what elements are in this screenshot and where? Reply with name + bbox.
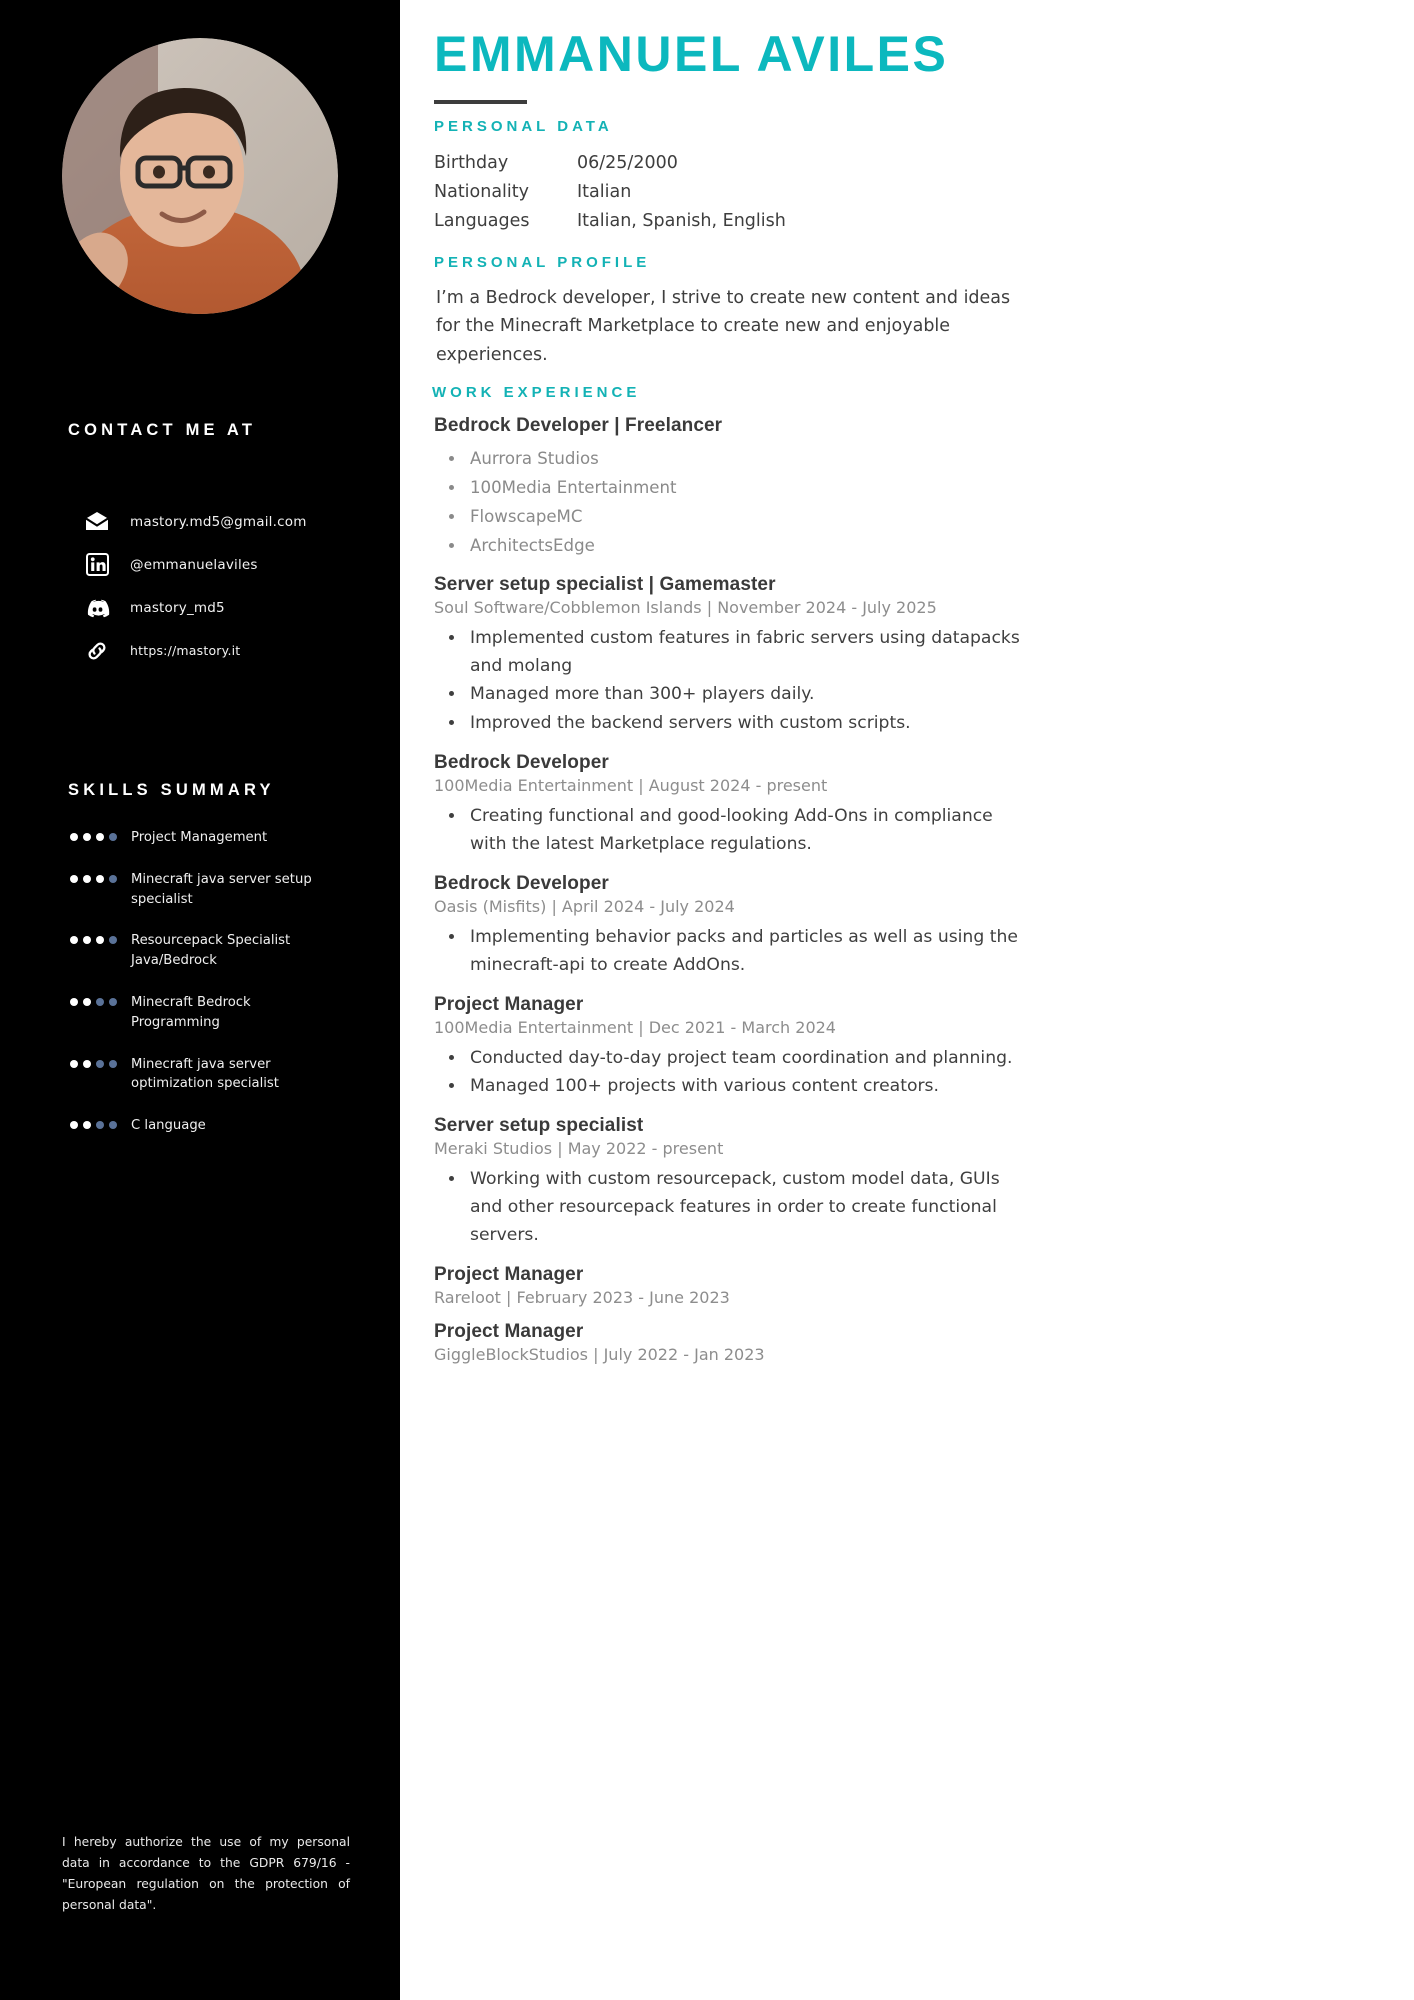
main-content: [434, 118, 1034, 1364]
job-entry: [434, 873, 1034, 980]
rating-dot-empty: [96, 1121, 104, 1129]
rating-dot-filled: [83, 998, 91, 1006]
job-entry: [434, 752, 1034, 859]
section-heading-work-experience: WORK EXPERIENCE: [432, 384, 641, 402]
rating-dot-filled: [83, 936, 91, 944]
job-points: [434, 803, 1034, 859]
rating-dot-filled: [70, 998, 78, 1006]
skill-item: [70, 1055, 380, 1095]
skill-label: Project Management: [131, 830, 268, 845]
rating-dot-filled: [70, 936, 78, 944]
skill-rating: [70, 1055, 117, 1068]
job-meta: Rareloot | February 2023 - June 2023: [434, 1287, 730, 1307]
rating-dot-filled: [83, 833, 91, 841]
email-icon: [84, 509, 110, 535]
profile-photo: [62, 38, 338, 314]
rating-dot-filled: [96, 875, 104, 883]
personal-profile-section: [434, 254, 1034, 369]
rating-dot-filled: [70, 1121, 78, 1129]
list-item: • Implementing behavior packs and particles as well as using the minecraft-api to create AddOns.: [466, 924, 1034, 980]
job-points: [434, 445, 1034, 560]
job-points: [434, 1166, 1034, 1250]
list-item: • FlowscapeMC: [466, 503, 1034, 531]
contact-value-email: mastory.md5@gmail.com: [130, 513, 307, 530]
rating-dot-empty: [96, 1060, 104, 1068]
contact-row-email[interactable]: [84, 500, 384, 543]
main-column: [400, 0, 1414, 2000]
rating-dot-empty: [109, 998, 117, 1006]
rating-dot-filled: [70, 833, 78, 841]
job-title: Project Manager: [434, 993, 584, 1015]
job-points: [434, 625, 1034, 738]
skill-item: [70, 870, 380, 910]
pd-value: Italian: [577, 182, 632, 203]
contact-value-discord: mastory_md5: [130, 599, 225, 616]
table-row: [434, 178, 1034, 207]
job-entry: [434, 574, 1034, 738]
rating-dot-filled: [96, 936, 104, 944]
pd-key: Languages: [434, 211, 530, 232]
skill-item: [70, 931, 380, 971]
job-title: Project Manager: [434, 1263, 584, 1285]
contact-list: [84, 500, 384, 672]
job-entry: [434, 415, 1034, 560]
sidebar: [0, 0, 400, 2000]
personal-data-section: [434, 118, 1034, 236]
gdpr-notice: I hereby authorize the use of my personal data in accordance to the GDPR 679/16 - "European regulation on the protection of personal data".: [62, 1835, 350, 1913]
job-title: Server setup specialist | Gamemaster: [434, 573, 776, 595]
avatar-image: [62, 38, 338, 314]
linkedin-icon: [84, 552, 110, 578]
rating-dot-filled: [83, 1060, 91, 1068]
job-title: Server setup specialist: [434, 1115, 644, 1137]
contact-row-discord[interactable]: [84, 586, 384, 629]
section-heading-personal-profile: PERSONAL PROFILE: [434, 254, 651, 272]
contact-row-website[interactable]: [84, 629, 384, 672]
contact-heading: CONTACT ME AT: [68, 421, 257, 439]
rating-dot-filled: [83, 1121, 91, 1129]
job-entry: [434, 1264, 1034, 1307]
skill-rating: [70, 1116, 117, 1129]
list-item: • Managed 100+ projects with various content creators.: [466, 1073, 1034, 1101]
discord-icon: [84, 595, 110, 621]
job-title: Project Manager: [434, 1320, 584, 1342]
job-entry: [434, 1115, 1034, 1250]
list-item: • Improved the backend servers with custom scripts.: [466, 710, 1034, 738]
link-icon: [84, 638, 110, 664]
skills-heading: SKILLS SUMMARY: [68, 781, 275, 799]
skill-label: C language: [131, 1118, 206, 1134]
job-meta: 100Media Entertainment | August 2024 - present: [434, 776, 828, 796]
table-row: [434, 207, 1034, 236]
page-title: EMMANUEL AVILES: [434, 26, 949, 82]
rating-dot-empty: [109, 833, 117, 841]
skill-rating: [70, 931, 117, 944]
job-title: Bedrock Developer | Freelancer: [434, 415, 723, 437]
skills-list: [70, 828, 380, 1158]
pd-value: 06/25/2000: [577, 153, 678, 173]
list-item: • Aurrora Studios: [466, 445, 1034, 473]
skill-label: Minecraft java server optimization specialist: [131, 1056, 279, 1092]
job-meta: 100Media Entertainment | Dec 2021 - March 2024: [434, 1017, 836, 1037]
pd-key: Birthday: [434, 153, 509, 173]
personal-profile-text: I’m a Bedrock developer, I strive to create new content and ideas for the Minecraft Marketplace to create new and enjoyable experiences.: [436, 288, 1011, 365]
work-experience-section: [434, 384, 1034, 1364]
job-meta: Oasis (Misfits) | April 2024 - July 2024: [434, 896, 735, 916]
job-meta: GiggleBlockStudios | July 2022 - Jan 2023: [434, 1344, 765, 1364]
list-item: • Working with custom resourcepack, custom model data, GUIs and other resourcepack features in order to create functional servers.: [466, 1166, 1034, 1250]
skill-label: Minecraft java server setup specialist: [131, 871, 312, 907]
rating-dot-empty: [109, 875, 117, 883]
rating-dot-empty: [109, 936, 117, 944]
contact-row-linkedin[interactable]: [84, 543, 384, 586]
job-entry: [434, 1321, 1034, 1364]
rating-dot-filled: [70, 1060, 78, 1068]
rating-dot-filled: [83, 875, 91, 883]
job-meta: Meraki Studios | May 2022 - present: [434, 1139, 724, 1159]
job-title: Bedrock Developer: [434, 752, 609, 774]
skill-label: Minecraft Bedrock Programming: [131, 994, 251, 1030]
list-item: • Implemented custom features in fabric servers using datapacks and molang: [466, 625, 1034, 681]
list-item: • Creating functional and good-looking Add-Ons in compliance with the latest Marketplace regulations.: [466, 803, 1034, 859]
skill-rating: [70, 993, 117, 1006]
skill-item: [70, 828, 380, 848]
job-title: Bedrock Developer: [434, 872, 609, 894]
rating-dot-empty: [109, 1121, 117, 1129]
list-item: • ArchitectsEdge: [466, 532, 1034, 560]
job-points: [434, 1045, 1034, 1102]
rating-dot-empty: [96, 998, 104, 1006]
pd-value: Italian, Spanish, English: [577, 211, 786, 232]
job-entry: [434, 994, 1034, 1102]
title-divider: [434, 100, 527, 104]
personal-data-table: [434, 149, 1034, 236]
list-item: • 100Media Entertainment: [466, 474, 1034, 502]
rating-dot-empty: [109, 1060, 117, 1068]
list-item: • Conducted day-to-day project team coordination and planning.: [466, 1045, 1034, 1073]
list-item: • Managed more than 300+ players daily.: [466, 681, 1034, 709]
skill-item: [70, 1116, 380, 1136]
job-meta: Soul Software/Cobblemon Islands | November 2024 - July 2025: [434, 597, 937, 617]
rating-dot-filled: [70, 875, 78, 883]
contact-value-website: https://mastory.it: [130, 643, 241, 658]
job-points: [434, 924, 1034, 980]
skill-rating: [70, 828, 117, 841]
skill-rating: [70, 870, 117, 883]
section-heading-personal-data: PERSONAL DATA: [434, 118, 613, 135]
contact-value-linkedin: @emmanuelaviles: [130, 556, 258, 573]
rating-dot-filled: [96, 833, 104, 841]
skill-item: [70, 993, 380, 1033]
skill-label: Resourcepack Specialist Java/Bedrock: [131, 933, 291, 969]
pd-key: Nationality: [434, 182, 530, 203]
table-row: [434, 149, 1034, 178]
